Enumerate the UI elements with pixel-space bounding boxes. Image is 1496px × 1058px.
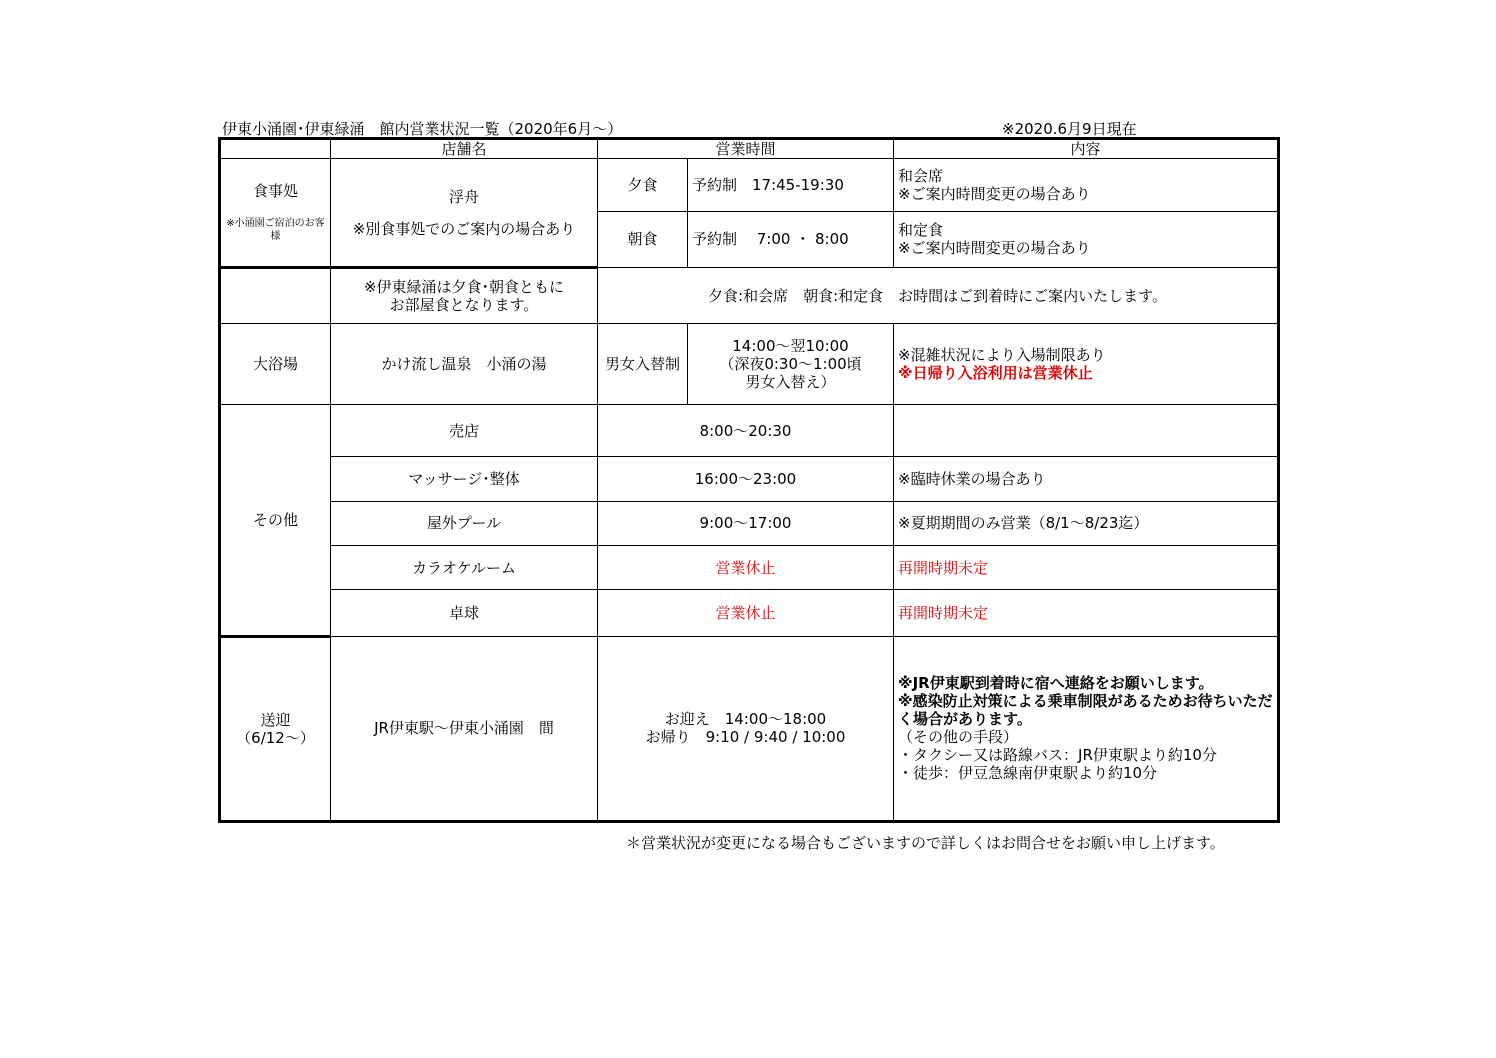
store-bath: かけ流し温泉 小涌の湯 bbox=[331, 324, 598, 405]
alert-text: ※日帰り入浴利用は営業休止 bbox=[898, 364, 1093, 383]
detail-line: ※ご案内時間変更の場合あり bbox=[898, 239, 1091, 258]
detail-massage: ※臨時休業の場合あり bbox=[894, 457, 1279, 501]
hours-shop: 8:00～20:30 bbox=[598, 404, 894, 456]
table-row bbox=[220, 545, 1279, 589]
category-bath: 大浴場 bbox=[220, 324, 331, 405]
hours-dinner: 予約制 17:45-19:30 bbox=[688, 159, 894, 211]
table-header-row bbox=[220, 139, 1279, 159]
hours-bath bbox=[688, 324, 894, 405]
detail-line: 和定食 bbox=[898, 221, 944, 240]
bath-type: 男女入替制 bbox=[598, 324, 688, 405]
store-massage: マッサージ･整体 bbox=[331, 457, 598, 501]
category-label: 食事処 bbox=[252, 182, 298, 201]
as-of-date: ※2020.6月9日現在 bbox=[1002, 120, 1137, 138]
store-ukifune bbox=[331, 159, 598, 268]
hours-shuttle bbox=[598, 636, 894, 821]
hours-pool: 9:00～17:00 bbox=[598, 501, 894, 545]
table-row bbox=[220, 501, 1279, 545]
header-details: 内容 bbox=[894, 139, 1279, 159]
table-row bbox=[220, 457, 1279, 501]
header-store: 店舗名 bbox=[331, 139, 598, 159]
hours-table-tennis: 営業休止 bbox=[598, 590, 894, 636]
store-pool: 屋外プール bbox=[331, 501, 598, 545]
ryokusen-note bbox=[331, 267, 598, 323]
detail-line: ※混雑状況により入場制限あり bbox=[898, 346, 1106, 365]
hours-line: お帰り 9:10 / 9:40 / 10:00 bbox=[645, 728, 846, 747]
status-table bbox=[218, 137, 1280, 823]
table-row bbox=[220, 267, 1279, 323]
category-other: その他 bbox=[220, 404, 331, 636]
hours-karaoke: 営業休止 bbox=[598, 545, 894, 589]
hours-breakfast: 予約制 7:00 ・ 8:00 bbox=[688, 211, 894, 267]
detail-line: ※ご案内時間変更の場合あり bbox=[898, 184, 1091, 203]
table-row bbox=[220, 324, 1279, 405]
ryokusen-detail: 夕食:和会席 朝食:和定食 お時間はご到着時にご案内いたします。 bbox=[598, 267, 1279, 323]
store-note: ※別食事処でのご案内の場合あり bbox=[352, 219, 576, 238]
table-row bbox=[220, 636, 1279, 821]
detail-table-tennis: 再開時期未定 bbox=[894, 590, 1279, 636]
hours-massage: 16:00～23:00 bbox=[598, 457, 894, 501]
table-row bbox=[220, 404, 1279, 456]
detail-karaoke: 再開時期未定 bbox=[894, 545, 1279, 589]
hours-line: 男女入替え） bbox=[745, 373, 836, 392]
category-note: ※小涌園ご宿泊のお客様 bbox=[226, 218, 325, 242]
store-shop: 売店 bbox=[331, 404, 598, 456]
category-date: （6/12～） bbox=[236, 728, 315, 747]
hours-line: （深夜0:30～1:00頃 bbox=[719, 355, 862, 374]
header-hours: 営業時間 bbox=[598, 139, 894, 159]
detail-shuttle bbox=[894, 636, 1279, 821]
category-dining bbox=[220, 159, 331, 268]
store-name: 浮舟 bbox=[448, 187, 479, 206]
detail-line: ※JR伊東駅到着時に宿へ連絡をお願いします。 bbox=[898, 674, 1214, 693]
detail-shop bbox=[894, 404, 1279, 456]
store-karaoke: カラオケルーム bbox=[331, 545, 598, 589]
header-category bbox=[220, 139, 331, 159]
hours-line: 14:00～翌10:00 bbox=[732, 337, 849, 356]
hours-line: お迎え 14:00～18:00 bbox=[664, 710, 827, 729]
detail-line: （その他の手段） bbox=[898, 728, 1019, 747]
category-empty bbox=[220, 267, 331, 323]
detail-line: ※感染防止対策による乗車制限があるためお待ちいただく場合があります。 bbox=[898, 692, 1273, 729]
detail-breakfast bbox=[894, 211, 1279, 267]
shuttle-route: JR伊東駅～伊東小涌園 間 bbox=[331, 636, 598, 821]
table-row bbox=[220, 159, 1279, 211]
meal-dinner: 夕食 bbox=[598, 159, 688, 211]
category-label: 送迎 bbox=[260, 710, 291, 729]
detail-line: ・タクシー又は路線バス：JR伊東駅より約10分 bbox=[898, 746, 1217, 765]
meal-breakfast: 朝食 bbox=[598, 211, 688, 267]
detail-line: ・徒歩：伊豆急線南伊東駅より約10分 bbox=[898, 764, 1158, 783]
category-shuttle bbox=[220, 636, 331, 821]
store-table-tennis: 卓球 bbox=[331, 590, 598, 636]
page-title: 伊東小涌園･伊東緑涌 館内営業状況一覧（2020年6月～） bbox=[222, 120, 623, 138]
detail-bath bbox=[894, 324, 1279, 405]
table-row bbox=[220, 590, 1279, 636]
note-line: お部屋食となります。 bbox=[389, 296, 539, 315]
note-line: ※伊東緑涌は夕食･朝食ともに bbox=[363, 278, 565, 297]
detail-pool: ※夏期期間のみ営業（8/1～8/23迄） bbox=[894, 501, 1279, 545]
footer-note: ＊営業状況が変更になる場合もございますので詳しくはお問合せをお願い申し上げます。 bbox=[626, 834, 1225, 852]
detail-line: 和会席 bbox=[898, 166, 944, 185]
detail-dinner bbox=[894, 159, 1279, 211]
